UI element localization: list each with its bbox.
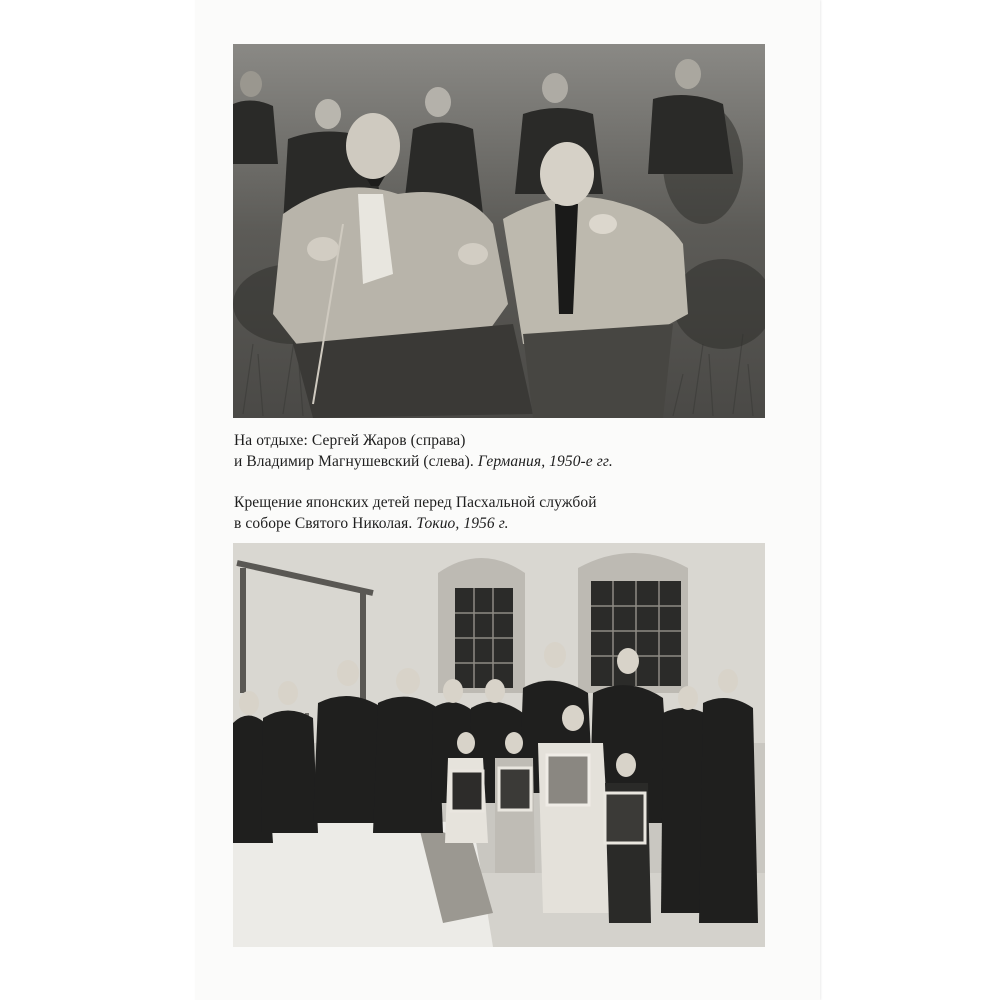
- photo-men-resting-on-grass: [233, 44, 765, 418]
- caption-bottom-line2: [234, 513, 794, 534]
- photo-baptism-group: [233, 543, 765, 947]
- caption-bottom-line2-place-date: Токио, 1956 г.: [416, 515, 509, 532]
- caption-bottom-line1: Крещение японских детей перед Пасхальной службой: [234, 494, 597, 511]
- caption-bottom-line2-text: в соборе Святого Николая.: [234, 515, 413, 532]
- caption-photo-bottom: [234, 492, 794, 534]
- photo-baptism-group-image: [233, 543, 765, 947]
- caption-top-line2-place-date: Германия, 1950-е гг.: [477, 453, 613, 470]
- book-page: [195, 0, 820, 1000]
- caption-top-line2: [234, 451, 794, 472]
- caption-top-line2-text: и Владимир Магнушевский (слева).: [234, 453, 474, 470]
- caption-photo-top: [234, 430, 794, 472]
- photo-men-resting-image: [233, 44, 765, 418]
- caption-top-line1: На отдыхе: Сергей Жаров (справа): [234, 432, 466, 449]
